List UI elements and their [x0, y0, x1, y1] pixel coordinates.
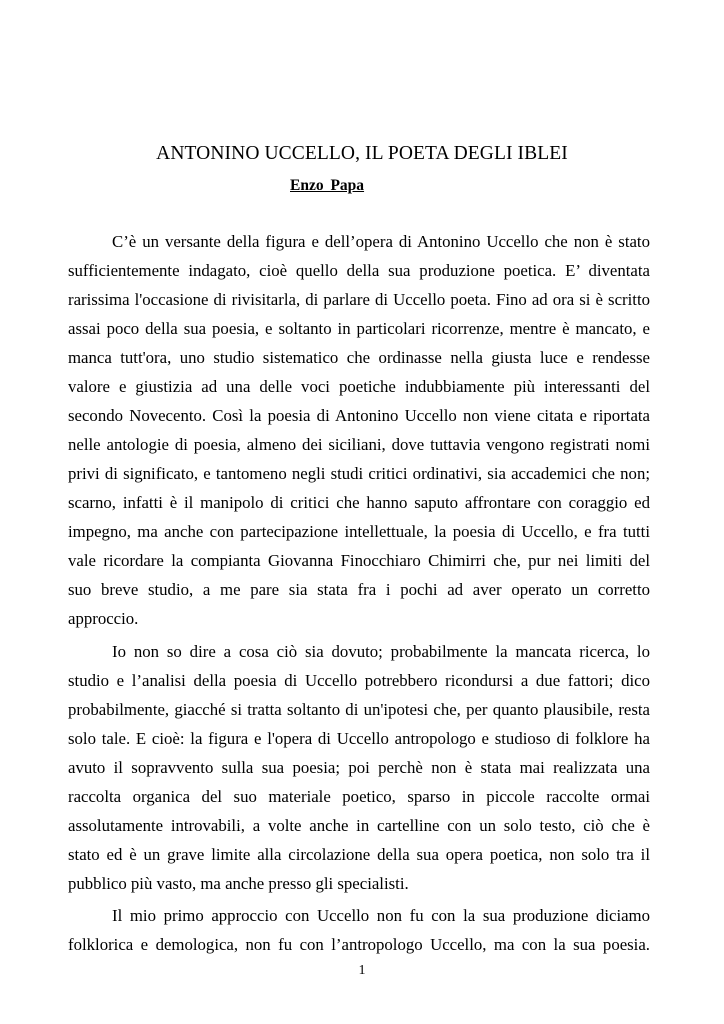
text-line: approccio.: [68, 609, 139, 628]
text-line: rarissima l'occasione di rivisitarla, di parlare di Uccello poeta. Fino ad ora si è scritto: [68, 290, 650, 309]
text-line: scarno, infatti è il manipolo di critici che hanno saputo affrontare con coraggio ed: [68, 493, 650, 512]
text-line: impegno, ma anche con partecipazione intellettuale, la poesia di Uccello, e fra tutti: [68, 522, 650, 541]
document-title: ANTONINO UCCELLO, IL POETA DEGLI IBLEI: [156, 143, 568, 164]
text-line: folklorica e demologica, non fu con l’antropologo Uccello, ma con la sua poesia.: [68, 935, 650, 954]
text-line: privi di significato, e tantomeno negli studi critici ordinativi, sia accademici che non;: [68, 464, 650, 483]
text-line: C’è un versante della figura e dell’opera di Antonino Uccello che non è stato: [112, 232, 650, 251]
text-line: stato ed è un grave limite alla circolazione della sua opera poetica, non solo tra il: [68, 845, 650, 864]
text-line: vale ricordare la compianta Giovanna Finocchiaro Chimirri che, pur nei limiti del: [68, 551, 650, 570]
page-number: 1: [358, 963, 366, 978]
author-name: Enzo Papa: [290, 177, 365, 194]
text-line: Il mio primo approccio con Uccello non fu con la sua produzione diciamo: [112, 906, 650, 925]
text-line: pubblico più vasto, ma anche presso gli specialisti.: [68, 874, 409, 893]
text-line: nelle antologie di poesia, almeno dei siciliani, dove tuttavia vengono registrati nomi: [68, 435, 650, 454]
text-line: solo tale. E cioè: la figura e l'opera di Uccello antropologo e studioso di folklore ha: [68, 729, 650, 748]
text-line: avuto il sopravvento sulla sua poesia; poi perchè non è stata mai realizzata una: [68, 758, 650, 777]
text-line: studio e l’analisi della poesia di Uccello potrebbero ricondursi a due fattori; dico: [68, 671, 650, 690]
text-line: suo breve studio, a me pare sia stata fra i pochi ad aver operato un corretto: [68, 580, 650, 599]
text-line: Io non so dire a cosa ciò sia dovuto; probabilmente la mancata ricerca, lo: [112, 642, 650, 661]
text-line: probabilmente, giacché si tratta soltanto di un'ipotesi che, per quanto plausibile, resta: [68, 700, 650, 719]
text-line: raccolta organica del suo materiale poetico, sparso in piccole raccolte ormai: [68, 787, 650, 806]
text-line: valore e giustizia ad una delle voci poetiche indubbiamente più interessanti del: [68, 377, 650, 396]
text-line: secondo Novecento. Così la poesia di Antonino Uccello non viene citata e riportata: [68, 406, 650, 425]
text-line: assai poco della sua poesia, e soltanto in particolari ricorrenze, mentre è mancato, e: [68, 319, 650, 338]
text-line: manca tutt'ora, uno studio sistematico che ordinasse nella giusta luce e rendesse: [68, 348, 650, 367]
text-line: sufficientemente indagato, cioè quello della sua produzione poetica. E’ diventata: [68, 261, 650, 280]
text-line: assolutamente introvabili, a volte anche in cartelline con un solo testo, ciò che è: [68, 816, 650, 835]
